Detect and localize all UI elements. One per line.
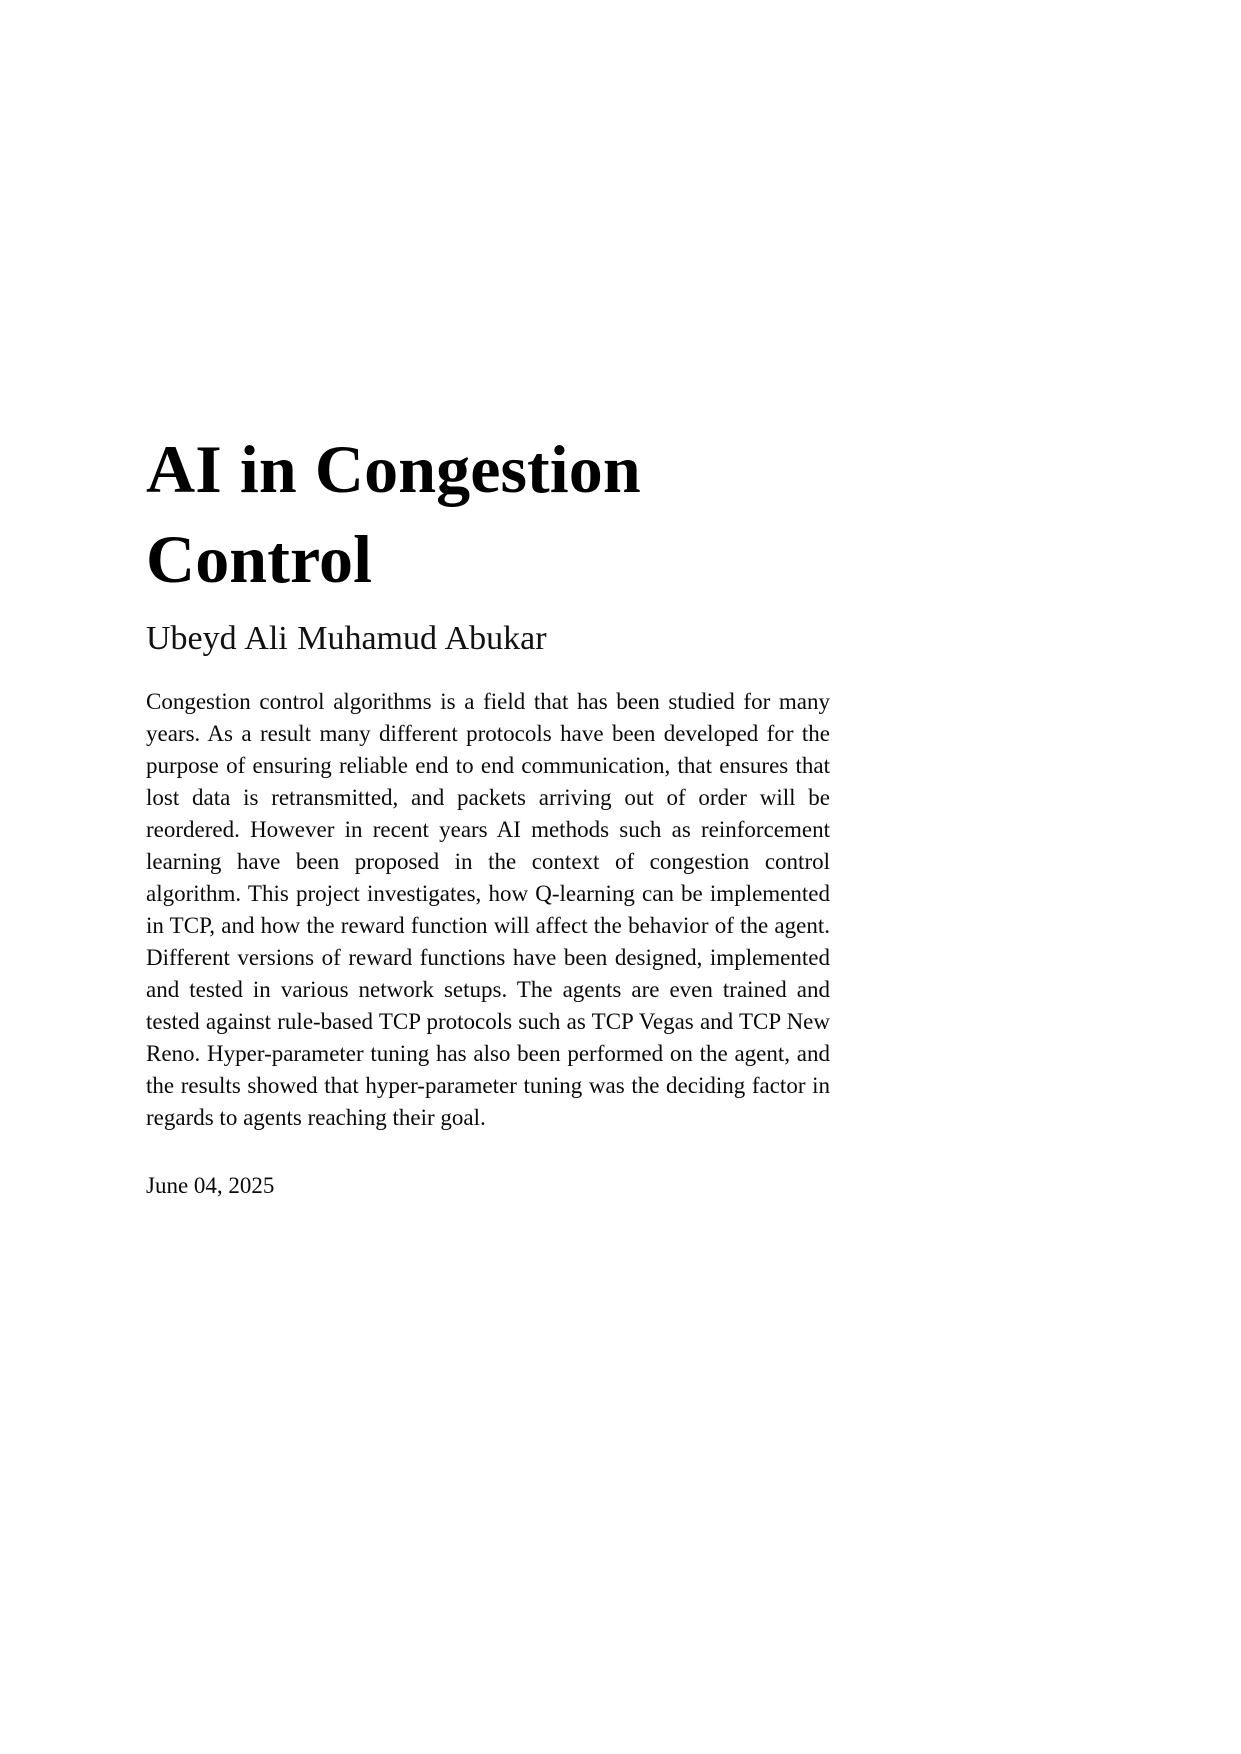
author-name: Ubeyd Ali Muhamud Abukar <box>146 620 547 657</box>
page-title: AI in Congestion Control <box>146 431 641 597</box>
publication-date: June 04, 2025 <box>146 1173 275 1198</box>
abstract-text: Congestion control algorithms is a field that has been studied for many years. As a result many different protocols have been developed for the purpose of ensuring reliable end to end communication, that ensures that lost data is retransmitted, and packets arriving out of order will be reordered. However in recent years AI methods such as reinforcement learning have been proposed in the context of congestion control algorithm. This project investigates, how Q-learning can be implemented in TCP, and how the reward function will affect the behavior of the agent. Different versions of reward functions have been designed, implemented and tested in various network setups. The agents are even trained and tested against rule-based TCP protocols such as TCP Vegas and TCP New Reno. Hyper-parameter tuning has also been performed on the agent, and the results showed that hyper-parameter tuning was the deciding factor in regards to agents reaching their goal. <box>146 689 830 1130</box>
title-block <box>146 0 830 1202</box>
